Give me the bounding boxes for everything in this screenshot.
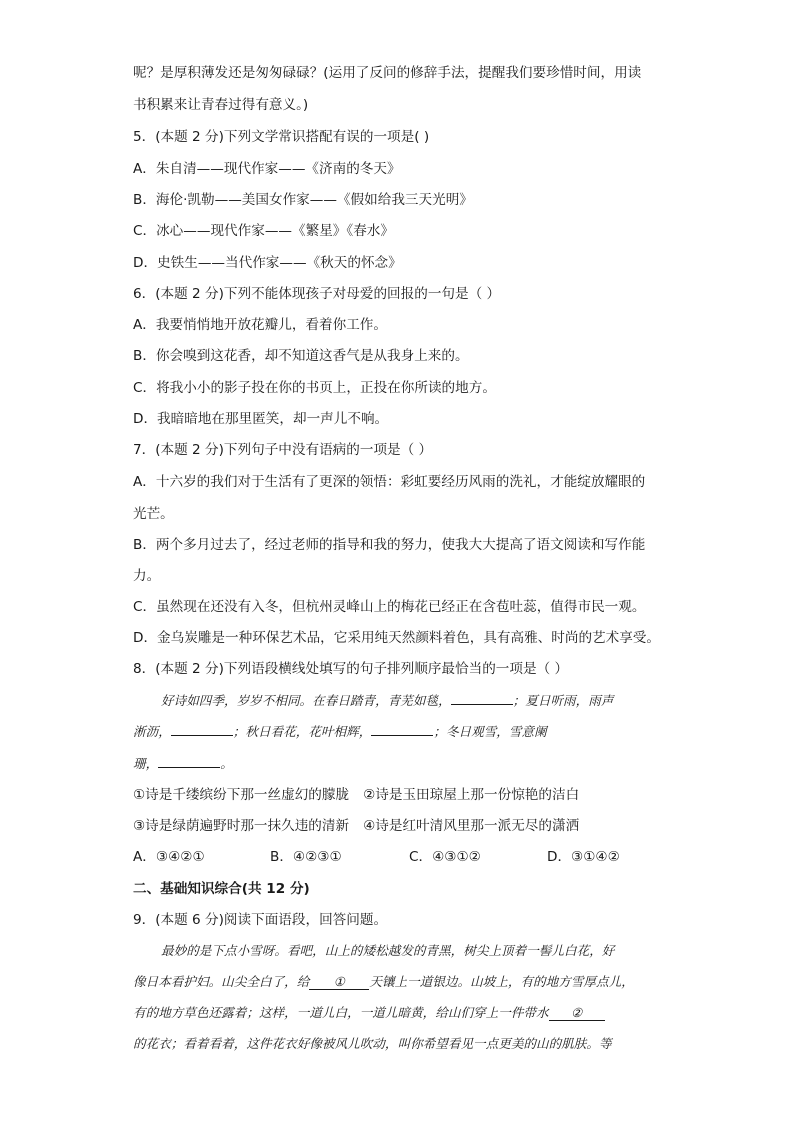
q8-blank-3 xyxy=(371,723,433,736)
q8-sentence-4: ④诗是红叶清风里那一派无尽的潇洒 xyxy=(363,818,580,834)
q7-option-d: D．金乌炭雕是一种环保艺术品，它采用纯天然颜料着色，具有高雅、时尚的艺术享受。 xyxy=(133,630,661,646)
q7-option-c: C．虽然现在还没有入冬，但杭州灵峰山上的梅花已经正在含苞吐蕊，值得市民一观。 xyxy=(133,599,646,615)
q8-passage-text: 淅沥， xyxy=(133,724,171,739)
q8-passage-line-3 xyxy=(133,755,233,773)
q5-option-b: B．海伦·凯勒——美国女作家——《假如给我三天光明》 xyxy=(133,192,473,208)
q8-passage-text: ；冬日观雪，雪意阑 xyxy=(433,724,547,739)
q8-blank-1 xyxy=(451,692,513,705)
q8-sentence-1: ①诗是千缕缤纷下那一丝虚幻的朦胧 xyxy=(133,787,350,803)
q5-stem: 5．(本题 2 分)下列文学常识搭配有误的一项是( ) xyxy=(133,129,430,145)
q9-passage-line-3 xyxy=(133,1004,605,1022)
q8-blank-4 xyxy=(158,755,220,768)
q8-passage-text: 珊， xyxy=(133,756,159,771)
q9-blank-1: ① xyxy=(309,975,369,990)
section-2-title: 二、基础知识综合(共 12 分) xyxy=(133,881,310,897)
q6-option-c: C．将我小小的影子投在你的书页上，正投在你所读的地方。 xyxy=(133,380,496,396)
q8-option-c: C．④③①② xyxy=(409,849,481,865)
q5-option-a: A．朱自清——现代作家——《济南的冬天》 xyxy=(133,161,401,177)
q8-sentence-2: ②诗是玉田琼屋上那一份惊艳的洁白 xyxy=(363,787,580,803)
q8-blank-2 xyxy=(171,723,233,736)
q8-passage-line-2 xyxy=(133,723,547,741)
intro-line-2: 书积累来让青春过得有意义。) xyxy=(133,97,309,113)
q8-option-b: B．④②③① xyxy=(270,849,342,865)
q9-passage-line-2 xyxy=(133,973,634,991)
q6-stem: 6．(本题 2 分)下列不能体现孩子对母爱的回报的一句是（ ） xyxy=(133,286,501,302)
q5-option-c: C．冰心——现代作家——《繁星》《春水》 xyxy=(133,223,394,239)
q8-passage-line-1 xyxy=(161,692,613,710)
q9-passage-text: 像日本看护妇。山尖全白了，给 xyxy=(133,974,310,989)
q7-option-a-line1: A．十六岁的我们对于生活有了更深的领悟：彩虹要经历风雨的洗礼，才能绽放耀眼的 xyxy=(133,474,646,490)
q9-passage-line-4: 的花衣；看着看着，这件花衣好像被风儿吹动，叫你希望看见一点更美的山的肌肤。等 xyxy=(133,1036,612,1051)
intro-line-1: 呢？是厚积薄发还是匆匆碌碌？(运用了反问的修辞手法，提醒我们要珍惜时间，用读 xyxy=(133,65,642,81)
q9-passage-text: 天镶上一道银边。山坡上，有的地方雪厚点儿， xyxy=(369,974,634,989)
q6-option-b: B．你会嗅到这花香，却不知道这香气是从我身上来的。 xyxy=(133,348,469,364)
q6-option-d: D．我暗暗地在那里匿笑，却一声儿不响。 xyxy=(133,411,389,427)
q8-option-d: D．③①④② xyxy=(547,849,620,865)
q9-passage-text: 有的地方草色还露着；这样，一道儿白，一道儿暗黄，给山们穿上一件带水 xyxy=(133,1005,549,1020)
q9-stem: 9．(本题 6 分)阅读下面语段，回答问题。 xyxy=(133,912,388,928)
q7-option-b-line2: 力。 xyxy=(133,568,161,584)
q9-blank-2: ② xyxy=(549,1006,605,1021)
q9-passage-line-1: 最妙的是下点小雪呀。看吧，山上的矮松越发的青黑，树尖上顶着一髻儿白花，好 xyxy=(161,943,615,958)
q7-option-a-line2: 光芒。 xyxy=(133,506,174,522)
q8-passage-text: ；秋日看花，花叶相辉， xyxy=(232,724,372,739)
q7-option-b-line1: B．两个多月过去了，经过老师的指导和我的努力，使我大大提高了语文阅读和写作能 xyxy=(133,537,646,553)
q8-stem: 8．(本题 2 分)下列语段横线处填写的句子排列顺序最恰当的一项是（ ） xyxy=(133,661,569,677)
q5-option-d: D．史铁生——当代作家——《秋天的怀念》 xyxy=(133,255,402,271)
q8-passage-text: ；夏日听雨，雨声 xyxy=(512,693,614,708)
q8-passage-text: 。 xyxy=(220,756,233,771)
q8-sentences-row-1 xyxy=(133,786,579,804)
q6-option-a: A．我要悄悄地开放花瓣儿，看着你工作。 xyxy=(133,317,387,333)
q7-stem: 7．(本题 2 分)下列句子中没有语病的一项是（ ） xyxy=(133,442,433,458)
q8-sentence-3: ③诗是绿荫遍野时那一抹久违的清新 xyxy=(133,818,350,834)
q8-option-a: A．③④②① xyxy=(133,849,205,865)
q8-sentences-row-2 xyxy=(133,817,579,835)
q8-passage-text: 好诗如四季，岁岁不相同。在春日踏青，青芜如毯， xyxy=(161,693,451,708)
